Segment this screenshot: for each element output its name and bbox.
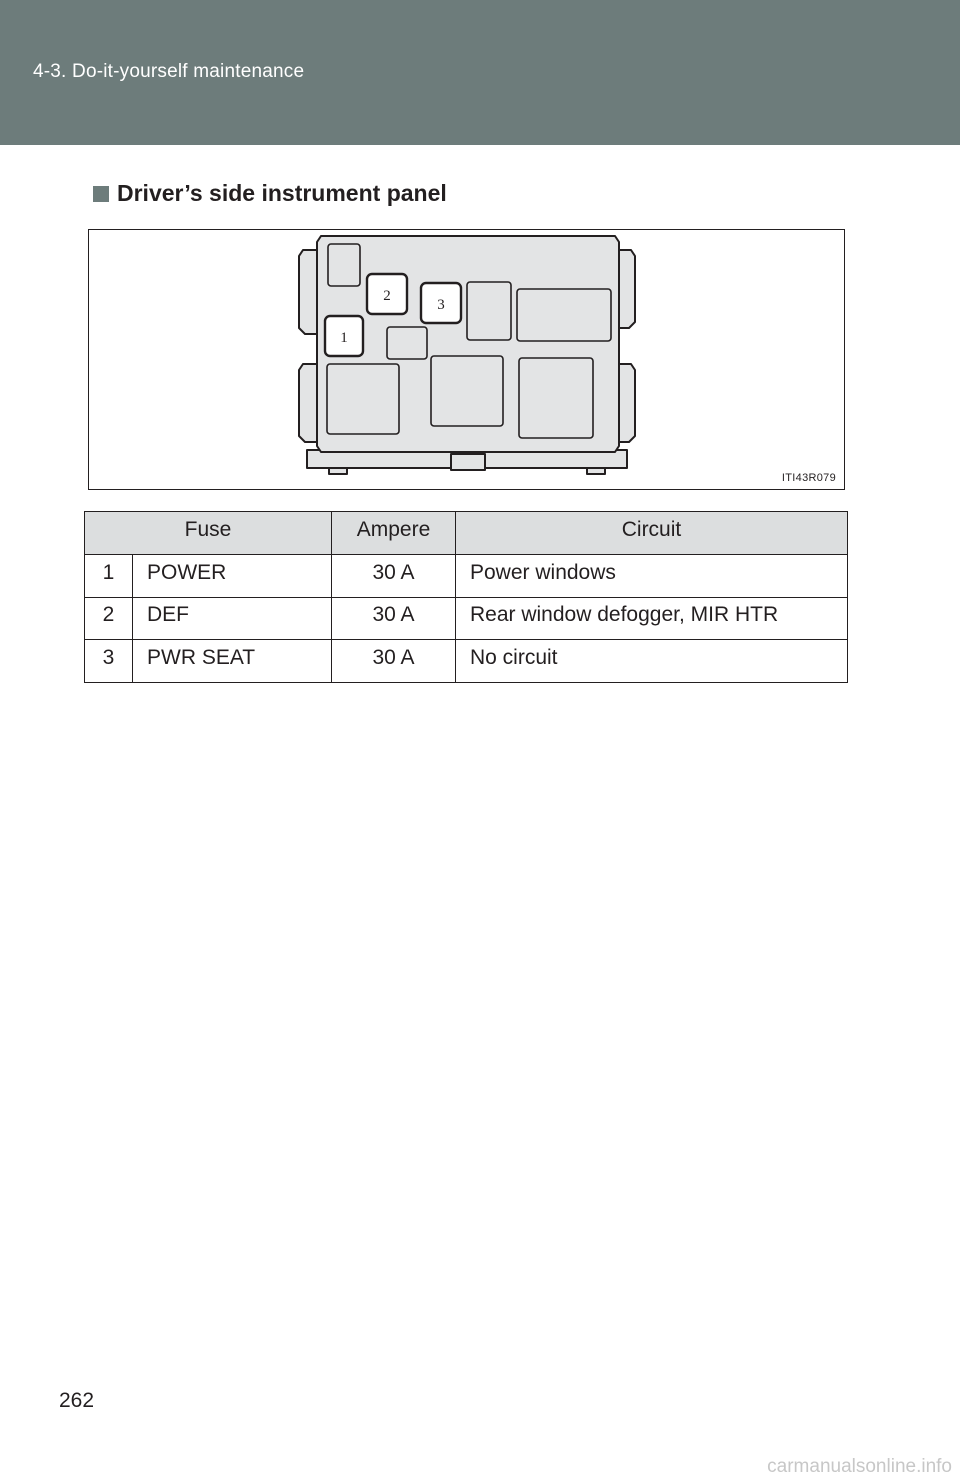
header-circuit: Circuit <box>456 512 848 555</box>
bottom-clip <box>451 454 485 470</box>
subsection-heading <box>93 180 447 207</box>
square-bullet-icon <box>93 186 109 202</box>
table-header-row <box>85 512 848 555</box>
relay-slot-top-left <box>328 244 360 286</box>
relay-slot-lower-left <box>327 364 399 434</box>
fuse-1-label: 1 <box>340 330 348 346</box>
relay-slot-lower-mid <box>431 356 503 426</box>
fuse-name: PWR SEAT <box>133 640 332 683</box>
relay-slot-upper-mid <box>467 282 511 340</box>
fuse-box-figure <box>88 229 845 490</box>
table-row <box>85 640 848 683</box>
fuse-table <box>84 511 848 683</box>
header-ampere: Ampere <box>332 512 456 555</box>
bottom-foot-left <box>329 468 347 474</box>
table-row <box>85 555 848 598</box>
fuse-circuit: Rear window defogger, MIR HTR <box>456 597 848 640</box>
fuse-number: 3 <box>85 640 133 683</box>
relay-slot-upper-right <box>517 289 611 341</box>
bottom-foot-right <box>587 468 605 474</box>
page-header <box>0 0 960 145</box>
fuse-3-label: 3 <box>437 297 445 313</box>
section-breadcrumb: 4-3. Do-it-yourself maintenance <box>33 61 305 82</box>
table-row <box>85 597 848 640</box>
fuse-ampere: 30 A <box>332 555 456 598</box>
figure-code: ITI43R079 <box>781 472 836 484</box>
fuse-circuit: No circuit <box>456 640 848 683</box>
fuse-name: DEF <box>133 597 332 640</box>
fuse-circuit: Power windows <box>456 555 848 598</box>
fuse-2-label: 2 <box>383 288 391 304</box>
relay-slot-lower-right <box>519 358 593 438</box>
page-number: 262 <box>59 1389 95 1412</box>
small-slot-center <box>387 327 427 359</box>
fuse-number: 1 <box>85 555 133 598</box>
fuse-ampere: 30 A <box>332 597 456 640</box>
fuse-name: POWER <box>133 555 332 598</box>
fuse-box-diagram <box>89 230 846 491</box>
fuse-number: 2 <box>85 597 133 640</box>
watermark: carmanualsonline.info <box>767 1456 952 1477</box>
header-fuse: Fuse <box>85 512 332 555</box>
fuse-ampere: 30 A <box>332 640 456 683</box>
subsection-title: Driver’s side instrument panel <box>117 180 447 206</box>
